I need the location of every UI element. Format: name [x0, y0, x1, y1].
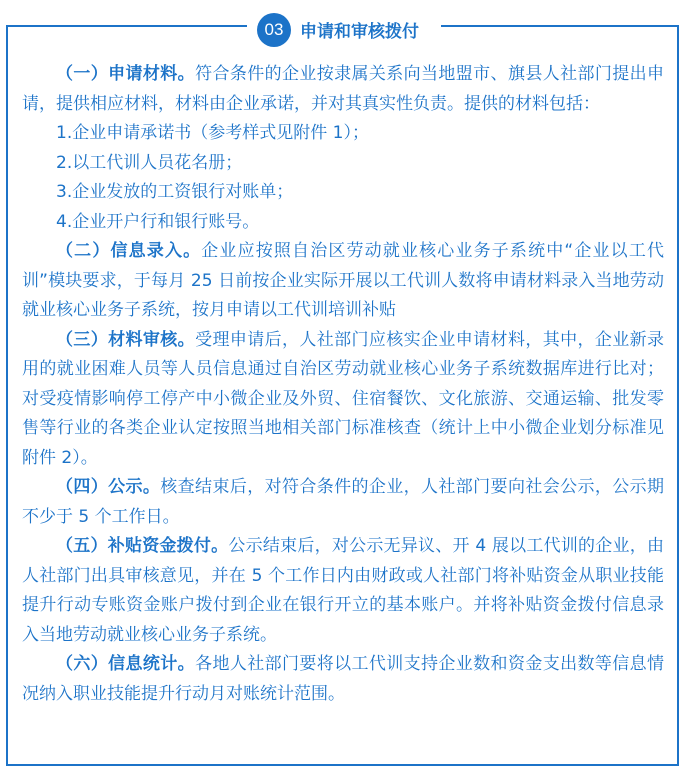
- paragraph-application-materials: [22, 60, 664, 119]
- section-title: 申请和审核拨付: [300, 22, 419, 42]
- list-item: 1.企业申请承诺书（参考样式见附件 1）；: [56, 123, 369, 143]
- paragraph-heading: （五）补贴资金拨付。: [56, 536, 229, 556]
- paragraph-public-notice: [22, 473, 664, 532]
- paragraph-heading: （四）公示。: [56, 477, 161, 497]
- section-number-badge: 03: [257, 13, 291, 47]
- paragraph-heading: （六）信息统计。: [56, 654, 196, 674]
- paragraph-heading: （三）材料审核。: [56, 329, 196, 350]
- paragraph-material-review: [22, 326, 664, 474]
- section-content: [22, 60, 664, 709]
- section-header: [0, 8, 687, 44]
- list-item: 4.企业开户行和银行账号。: [56, 211, 260, 232]
- paragraph-information-entry: [22, 237, 664, 326]
- paragraph-body: 核查结束后，对符合条件的企业，人社部门要向社会公示，公示期不少于 5 个工作日。: [22, 477, 665, 527]
- paragraph-body: 受理申请后，人社部门应核实企业申请材料，其中，企业新录用的就业困难人员等人员信息通过自治区劳动就业核心业务子系统数据库进行比对；对受疫情影响停工停产中小微企业及外贸、住宿餐饮、文化旅游、交通运输、批发零售等行业的各类企业认定按照当地相关部门标准核查（统计上中小微企业划分标准见附件 2）。: [22, 329, 665, 468]
- paragraph-body: 符合条件的企业按隶属关系向当地盟市、旗县人社部门提出申请，提供相应材料，材料由企业承诺，并对其真实性负责。提供的材料包括：: [22, 64, 665, 114]
- paragraph-body: 公示结束后，对公示无异议、开 4 展以工代训的企业，由人社部门出具审核意见，并在 5 个工作日内由财政或人社部门将补贴资金从职业技能提升行动专账资金账户拨付到企业在银行开立的基本账户。并将补贴资金拨付信息录入当地劳动就业核心业务子系统。: [22, 536, 665, 645]
- paragraph-subsidy-disbursement: [22, 532, 664, 650]
- paragraph-heading: （二）信息录入。: [56, 241, 202, 261]
- paragraph-heading: （一）申请材料。: [56, 64, 196, 84]
- paragraph-body: 各地人社部门要将以工代训支持企业数和资金支出数等信息情况纳入职业技能提升行动月对账统计范围。: [22, 654, 665, 704]
- list-item: 3.企业发放的工资银行对账单；: [56, 182, 294, 202]
- list-item: 2.以工代训人员花名册；: [56, 152, 243, 173]
- paragraph-body: 企业应按照自治区劳动就业核心业务子系统中“企业以工代训”模块要求，于每月 25 日前按企业实际开展以工代训人数将申请材料录入当地劳动就业核心业务子系统，按月申请以工代训培训补贴: [22, 241, 665, 320]
- paragraph-information-statistics: [22, 650, 664, 709]
